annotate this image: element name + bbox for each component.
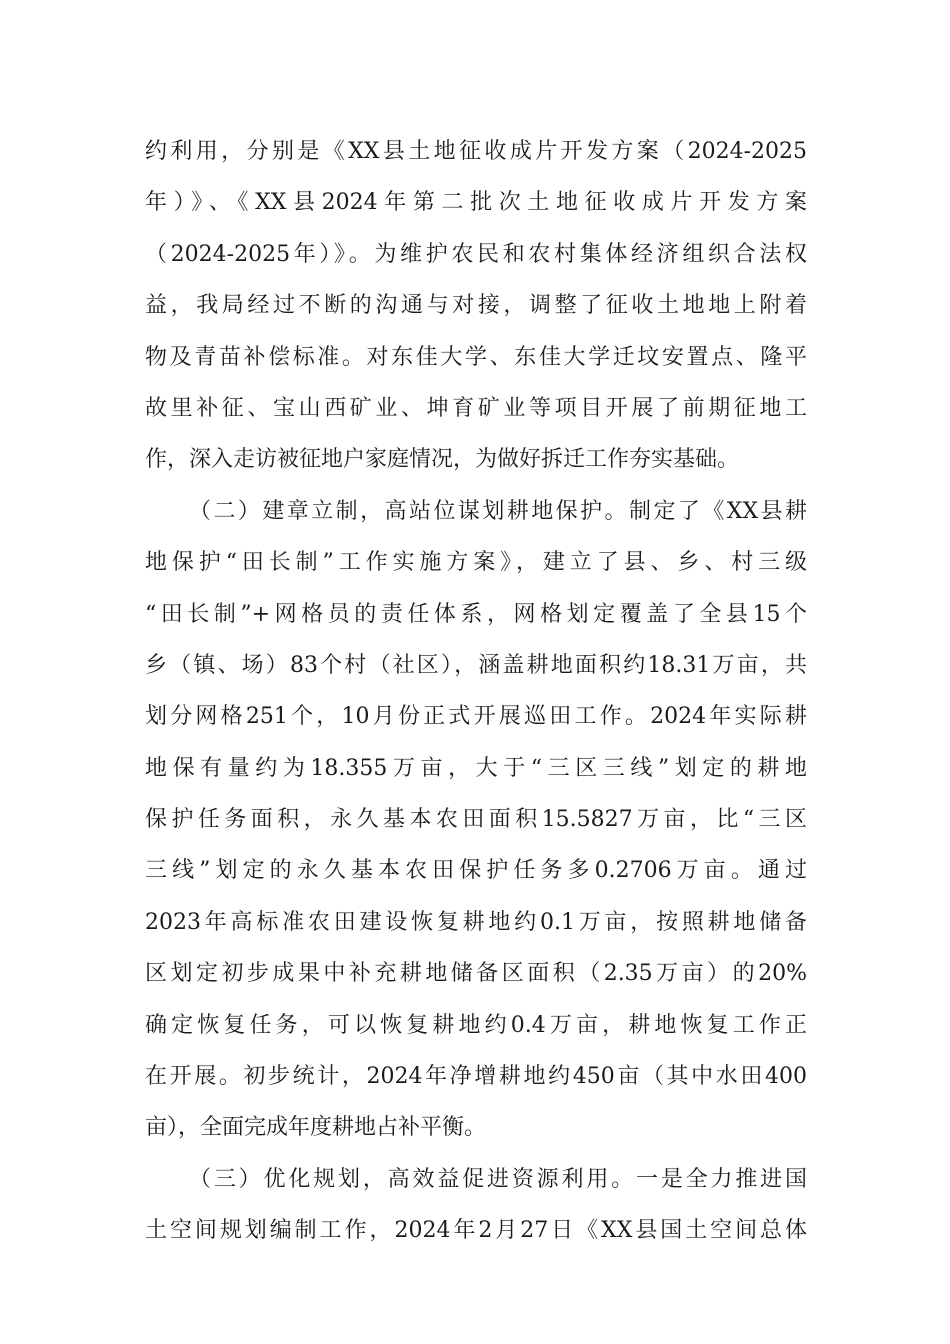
text-line: 乡（镇、场）83个村（社区），涵盖耕地面积约18.31万亩，共 xyxy=(145,652,807,678)
text-line: 物及青苗补偿标准。对东佳大学、东佳大学迁坟安置点、隆平 xyxy=(145,344,807,370)
text-line: “田长制”+网格员的责任体系，网格划定覆盖了全县15个 xyxy=(145,601,807,627)
text-line: 确定恢复任务，可以恢复耕地约0.4万亩，耕地恢复工作正 xyxy=(145,1012,807,1038)
paragraph-heading-2: （二）建章立制，高站位谋划耕地保护。制定了《XX县耕 xyxy=(189,498,807,524)
text-line: 2023年高标准农田建设恢复耕地约0.1万亩，按照耕地储备 xyxy=(145,909,807,935)
text-line: 地保护“田长制”工作实施方案》，建立了县、乡、村三级 xyxy=(145,550,807,576)
text-line: 作，深入走访被征地户家庭情况，为做好拆迁工作夯实基础。 xyxy=(145,447,740,473)
text-line: 在开展。初步统计，2024年净增耕地约450亩（其中水田400 xyxy=(145,1064,807,1090)
text-line: 划分网格251个，10月份正式开展巡田工作。2024年实际耕 xyxy=(145,704,807,730)
text-line: 亩），全面完成年度耕地占补平衡。 xyxy=(145,1115,487,1141)
text-line: 保护任务面积，永久基本农田面积15.5827万亩，比“三区 xyxy=(145,807,807,833)
body-text xyxy=(145,126,807,1257)
text-line: 益，我局经过不断的沟通与对接，调整了征收土地地上附着 xyxy=(145,293,807,319)
text-line: 区划定初步成果中补充耕地储备区面积（2.35万亩）的20% xyxy=(145,961,807,987)
text-line: （2024-2025年）》。为维护农民和农村集体经济组织合法权 xyxy=(145,241,807,267)
text-line: 地保有量约为18.355万亩，大于“三区三线”划定的耕地 xyxy=(145,755,807,781)
paragraph-heading-3: （三）优化规划，高效益促进资源利用。一是全力推进国 xyxy=(189,1166,807,1192)
text-line: 约利用，分别是《XX县土地征收成片开发方案（2024-2025 xyxy=(145,139,807,164)
text-line: 故里补征、宝山西矿业、坤育矿业等项目开展了前期征地工 xyxy=(145,395,807,421)
text-line: 三线”划定的永久基本农田保护任务多0.2706万亩。通过 xyxy=(145,858,807,884)
text-line: 年）》、《XX县2024年第二批次土地征收成片开发方案 xyxy=(145,190,807,216)
text-line: 土空间规划编制工作，2024年2月27日《XX县国土空间总体 xyxy=(145,1218,807,1244)
